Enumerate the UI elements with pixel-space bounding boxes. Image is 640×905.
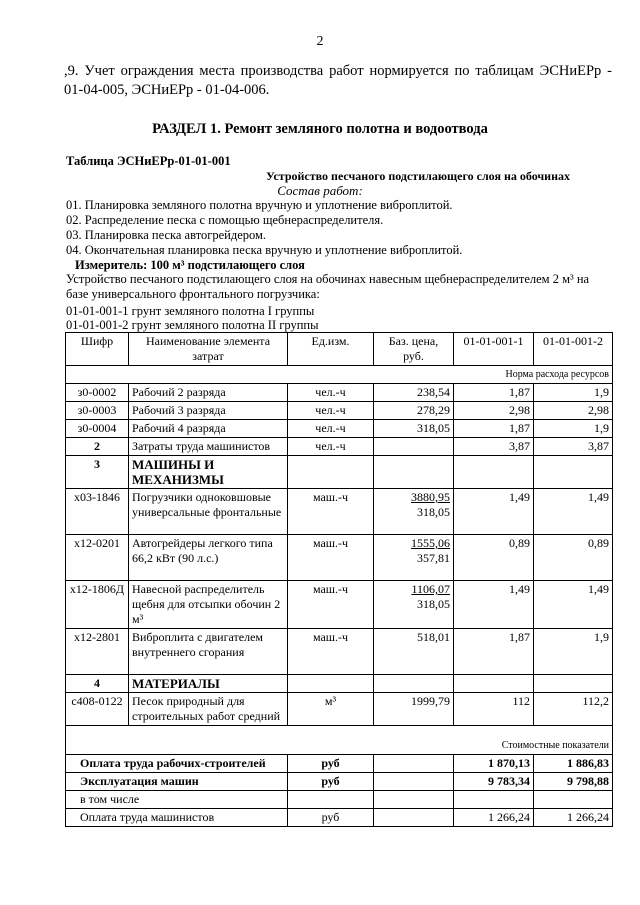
machinist-price	[374, 438, 454, 456]
resource-price: 238,54	[374, 384, 454, 402]
norm-label-row	[66, 366, 613, 384]
work-item: 04. Окончательная планировка песка вручную и уплотнение виброплитой.	[66, 243, 463, 257]
norm-value-1: 2,98	[454, 402, 534, 420]
norm-value-1: 1,87	[454, 629, 534, 675]
table-title: Устройство песчаного подстилающего слоя на обочинах	[265, 169, 570, 183]
empty-cell	[374, 755, 454, 773]
resource-code: х12-2801	[66, 629, 129, 675]
empty-cell	[534, 456, 613, 489]
machine-row	[66, 489, 613, 535]
norm-value-2: 1,9	[534, 420, 613, 438]
machine-row	[66, 629, 613, 675]
total-value-2: 1 266,24	[534, 809, 613, 827]
resource-price	[374, 629, 454, 675]
resource-name: Навесной распределитель щебня для отсыпки обочин 2 м³	[129, 581, 288, 629]
resource-name: Погрузчики одноковшовые универсальные фронтальные	[129, 489, 288, 535]
resource-price: 278,29	[374, 402, 454, 420]
resource-name: Рабочий 4 разряда	[129, 420, 288, 438]
machinist-v2: 3,87	[534, 438, 613, 456]
total-row	[66, 755, 613, 773]
work-item: 03. Планировка песка автогрейдером.	[66, 228, 267, 242]
empty-cell	[288, 675, 374, 693]
resource-name: Рабочий 2 разряда	[129, 384, 288, 402]
page-number: 2	[316, 34, 324, 49]
norm-value-1: 1,87	[454, 384, 534, 402]
measure-unit: Измеритель: 100 м³ подстилающего слоя	[75, 258, 305, 272]
total-unit: руб	[288, 809, 374, 827]
cost-label: Стоимостные показатели	[66, 726, 613, 755]
norm-value-2: 2,98	[534, 402, 613, 420]
norm-value-1: 1,87	[454, 420, 534, 438]
empty-cell	[454, 675, 534, 693]
variant-1: 01-01-001-1 грунт земляного полотна I группы	[66, 304, 315, 318]
total-unit: руб	[288, 773, 374, 791]
total-row	[66, 791, 613, 809]
total-value-2: 1 886,83	[534, 755, 613, 773]
resource-unit: чел.-ч	[288, 420, 374, 438]
total-value-2	[534, 791, 613, 809]
resource-unit: маш.-ч	[288, 489, 374, 535]
header-col2: 01-01-001-2	[534, 333, 613, 366]
norm-value-1: 0,89	[454, 535, 534, 581]
empty-cell	[374, 456, 454, 489]
norm-value-1: 1,49	[454, 489, 534, 535]
works-heading: Состав работ:	[277, 183, 363, 198]
resource-code: з0-0004	[66, 420, 129, 438]
materials-group-row	[66, 675, 613, 693]
work-item: 02. Распределение песка с помощью щебнераспределителя.	[66, 213, 384, 227]
resource-name: Рабочий 3 разряда	[129, 402, 288, 420]
resource-code: с408-0122	[66, 693, 129, 726]
total-unit	[288, 791, 374, 809]
resource-name: Песок природный для строительных работ средний	[129, 693, 288, 726]
norm-value-2: 112,2	[534, 693, 613, 726]
empty-cell	[374, 675, 454, 693]
labor-row	[66, 384, 613, 402]
total-name: Оплата труда рабочих-строителей	[66, 755, 288, 773]
resource-code: з0-0002	[66, 384, 129, 402]
machines-group-row	[66, 456, 613, 489]
total-row	[66, 773, 613, 791]
work-item: 01. Планировка земляного полотна вручную и уплотнение виброплитой.	[66, 198, 453, 212]
machinist-code: 2	[66, 438, 129, 456]
cost-label-row	[66, 726, 613, 755]
total-name: Оплата труда машинистов	[66, 809, 288, 827]
base-price: 1106,07	[411, 582, 450, 596]
resource-price	[374, 581, 454, 629]
norm-value-1: 1,49	[454, 581, 534, 629]
group-name: МАШИНЫ И МЕХАНИЗМЫ	[129, 456, 288, 489]
resource-name: Автогрейдеры легкого типа 66,2 кВт (90 л.с.)	[129, 535, 288, 581]
header-unit: Ед.изм.	[288, 333, 374, 366]
resource-price	[374, 489, 454, 535]
labor-row	[66, 420, 613, 438]
machinist-unit: чел.-ч	[288, 438, 374, 456]
total-value-1	[454, 791, 534, 809]
variant-2: 01-01-001-2 грунт земляного полотна II группы	[66, 318, 319, 332]
resource-code: х03-1846	[66, 489, 129, 535]
resource-unit: маш.-ч	[288, 629, 374, 675]
header-code: Шифр	[66, 333, 129, 366]
section-title: РАЗДЕЛ 1. Ремонт земляного полотна и водоотвода	[152, 121, 488, 137]
resource-unit: маш.-ч	[288, 581, 374, 629]
machinist-wage: 318,05	[417, 597, 450, 611]
norm-value-1: 112	[454, 693, 534, 726]
header-name: Наименование элемента затрат	[129, 333, 288, 366]
resource-code: х12-0201	[66, 535, 129, 581]
empty-cell	[374, 773, 454, 791]
table-header-row	[66, 333, 613, 366]
material-row	[66, 693, 613, 726]
resource-code: з0-0003	[66, 402, 129, 420]
base-price: 3880,95	[411, 490, 450, 504]
resource-price	[374, 535, 454, 581]
resource-unit: м³	[288, 693, 374, 726]
empty-cell	[454, 456, 534, 489]
norm-value-2: 1,9	[534, 629, 613, 675]
norm-value-2: 0,89	[534, 535, 613, 581]
labor-row	[66, 402, 613, 420]
group-code: 4	[66, 675, 129, 693]
total-value-2: 9 798,88	[534, 773, 613, 791]
total-name: Эксплуатация машин	[66, 773, 288, 791]
empty-cell	[374, 791, 454, 809]
paragraph-9: ,9. Учет ограждения места производства работ нормируется по таблицам ЭСНиЕРр - 01-04-005, ЭСНиЕРр - 01-04-006.	[64, 63, 612, 98]
norm-value-2: 1,49	[534, 489, 613, 535]
resource-name: Виброплита с двигателем внутреннего сгорания	[129, 629, 288, 675]
total-unit: руб	[288, 755, 374, 773]
header-price: Баз. цена, руб.	[374, 333, 454, 366]
resource-code: х12-1806Д	[66, 581, 129, 629]
base-price: 518,01	[417, 630, 450, 644]
total-value-1: 9 783,34	[454, 773, 534, 791]
machine-row	[66, 581, 613, 629]
norms-table	[65, 332, 613, 827]
machine-row	[66, 535, 613, 581]
group-code: 3	[66, 456, 129, 489]
base-price: 1555,06	[411, 536, 450, 550]
resource-unit: чел.-ч	[288, 384, 374, 402]
norm-value-2: 1,49	[534, 581, 613, 629]
empty-cell	[374, 809, 454, 827]
resource-unit: маш.-ч	[288, 535, 374, 581]
total-name: в том числе	[66, 791, 288, 809]
machinist-wage: 318,05	[417, 505, 450, 519]
header-col1: 01-01-001-1	[454, 333, 534, 366]
machinist-wage: 357,81	[417, 551, 450, 565]
norm-label: Норма расхода ресурсов	[66, 366, 613, 384]
total-row	[66, 809, 613, 827]
machinist-v1: 3,87	[454, 438, 534, 456]
empty-cell	[288, 456, 374, 489]
description: Устройство песчаного подстилающего слоя на обочинах навесным щебнераспределителем 2 м³ на базе универсального фронтального погрузчика:	[66, 272, 590, 301]
resource-price: 1999,79	[374, 693, 454, 726]
resource-unit: чел.-ч	[288, 402, 374, 420]
norm-value-2: 1,9	[534, 384, 613, 402]
machinist-name: Затраты труда машинистов	[129, 438, 288, 456]
total-value-1: 1 266,24	[454, 809, 534, 827]
machinist-row	[66, 438, 613, 456]
empty-cell	[534, 675, 613, 693]
resource-price: 318,05	[374, 420, 454, 438]
total-value-1: 1 870,13	[454, 755, 534, 773]
table-label: Таблица ЭСНиЕРр-01-01-001	[66, 154, 231, 168]
group-name: МАТЕРИАЛЫ	[129, 675, 288, 693]
